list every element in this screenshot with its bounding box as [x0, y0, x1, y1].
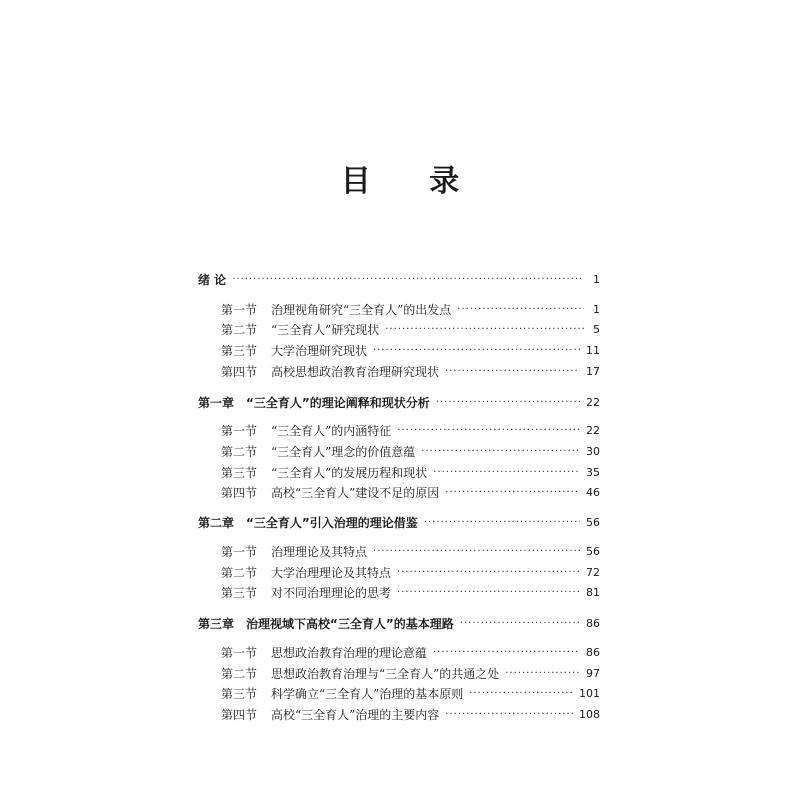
- toc-section-row: [221, 483, 600, 503]
- toc-page-number: 108: [579, 708, 600, 721]
- dot-leader: [397, 421, 580, 441]
- toc-entry-number: 第三节: [221, 344, 258, 358]
- toc-entry-title: “三全育人”的发展历程和现状: [271, 466, 428, 480]
- toc-entry-title: 高校“三全育人”治理的主要内容: [271, 708, 440, 722]
- toc-entry-number: 第一节: [221, 646, 258, 660]
- toc-section-row: [221, 705, 600, 725]
- toc-entry-title: “三全育人”研究现状: [271, 323, 380, 337]
- dot-leader: [421, 442, 580, 462]
- toc-entry-number: 第二节: [221, 667, 258, 681]
- toc-page-number: 81: [586, 586, 600, 599]
- dot-leader: [457, 300, 584, 320]
- toc-entry-number: 第三章: [198, 617, 235, 631]
- toc-page-number: 1: [593, 303, 600, 316]
- toc-entry-title: “三全育人”的内涵特征: [271, 424, 392, 438]
- toc-entry-title: 治理理论及其特点: [271, 545, 368, 559]
- dot-leader: [373, 341, 580, 361]
- toc-section-row: [221, 563, 600, 583]
- toc-page-number: 46: [586, 486, 600, 499]
- toc-entry-title: 高校“三全育人”建设不足的原因: [271, 486, 440, 500]
- toc-entry-title: 科学确立“三全育人”治理的基本原则: [271, 687, 464, 701]
- toc-entry-number: 第四节: [221, 708, 258, 722]
- toc-section-row: [221, 421, 600, 441]
- toc-section-row: [221, 341, 600, 361]
- dot-leader: [397, 563, 580, 583]
- dot-leader: [397, 583, 580, 603]
- dot-leader: [436, 393, 580, 413]
- toc-entry-number: 第三节: [221, 586, 258, 600]
- toc-section-row: [221, 300, 600, 320]
- toc-page-number: 22: [586, 424, 600, 437]
- toc-entry-title: 思想政治教育治理与“三全育人”的共通之处: [271, 667, 500, 681]
- dot-leader: [460, 614, 580, 634]
- page-title: 目 录: [340, 164, 484, 199]
- toc-entry-title: 对不同治理理论的思考: [271, 586, 392, 600]
- dot-leader: [445, 483, 580, 503]
- dot-leader: [373, 542, 580, 562]
- toc-section-row: [221, 442, 600, 462]
- toc-entry-title: “三全育人”理念的价值意蕴: [271, 445, 416, 459]
- toc-entry-number: 绪 论: [198, 273, 227, 287]
- toc-section-row: [221, 463, 600, 483]
- toc-entry-title: 治理视角研究“三全育人”的出发点: [271, 303, 452, 317]
- toc-entry-number: 第一节: [221, 303, 258, 317]
- toc-entry-number: 第二章: [198, 516, 235, 530]
- toc-section-row: [221, 362, 600, 382]
- toc-entry-number: 第二节: [221, 445, 258, 459]
- toc-entry-number: 第二节: [221, 323, 258, 337]
- toc-page-number: 86: [586, 617, 600, 630]
- toc-entry-number: 第二节: [221, 566, 258, 580]
- toc-chapter-row: [198, 513, 600, 533]
- toc-entry-title: 高校思想政治教育治理研究现状: [271, 365, 440, 379]
- toc-page-number: 56: [586, 545, 600, 558]
- toc-section-row: [221, 684, 600, 704]
- toc-section-row: [221, 664, 600, 684]
- dot-leader: [505, 664, 580, 684]
- dot-leader: [385, 320, 584, 340]
- toc-entry-title: 思想政治教育治理的理论意蕴: [271, 646, 428, 660]
- toc-entry-number: 第三节: [221, 687, 258, 701]
- toc-page-number: 5: [593, 323, 600, 336]
- toc-entry-number: 第三节: [221, 466, 258, 480]
- toc-chapter-row: [198, 270, 600, 290]
- toc-entry-title: 治理视域下高校“三全育人”的基本理路: [246, 617, 454, 631]
- dot-leader: [424, 513, 580, 533]
- toc-entry-number: 第一节: [221, 545, 258, 559]
- toc-page-number: 86: [586, 646, 600, 659]
- toc-section-row: [221, 643, 600, 663]
- toc-entry-title: “三全育人”引入治理的理论借鉴: [246, 516, 418, 530]
- dot-leader: [469, 684, 573, 704]
- toc-page-number: 56: [586, 516, 600, 529]
- toc-page-number: 101: [579, 687, 600, 700]
- toc-entry-title: “三全育人”的理论阐释和现状分析: [246, 396, 430, 410]
- toc-chapter-row: [198, 614, 600, 634]
- dot-leader: [232, 270, 584, 290]
- toc-page-number: 35: [586, 466, 600, 479]
- toc-section-row: [221, 542, 600, 562]
- toc-page-number: 72: [586, 566, 600, 579]
- dot-leader: [445, 705, 573, 725]
- toc-section-row: [221, 320, 600, 340]
- toc-page-number: 11: [586, 344, 600, 357]
- toc-page-number: 97: [586, 667, 600, 680]
- toc-entry-number: 第四节: [221, 365, 258, 379]
- toc-page-number: 17: [586, 365, 600, 378]
- dot-leader: [433, 643, 580, 663]
- toc-entry-title: 大学治理理论及其特点: [271, 566, 392, 580]
- toc-chapter-row: [198, 393, 600, 413]
- toc-entry-title: 大学治理研究现状: [271, 344, 368, 358]
- toc-section-row: [221, 583, 600, 603]
- toc-page-number: 30: [586, 445, 600, 458]
- toc-entry-number: 第一章: [198, 396, 235, 410]
- dot-leader: [445, 362, 580, 382]
- toc-entry-number: 第四节: [221, 486, 258, 500]
- dot-leader: [433, 463, 580, 483]
- toc-page-number: 22: [586, 396, 600, 409]
- toc-page-number: 1: [593, 273, 600, 286]
- toc-entry-number: 第一节: [221, 424, 258, 438]
